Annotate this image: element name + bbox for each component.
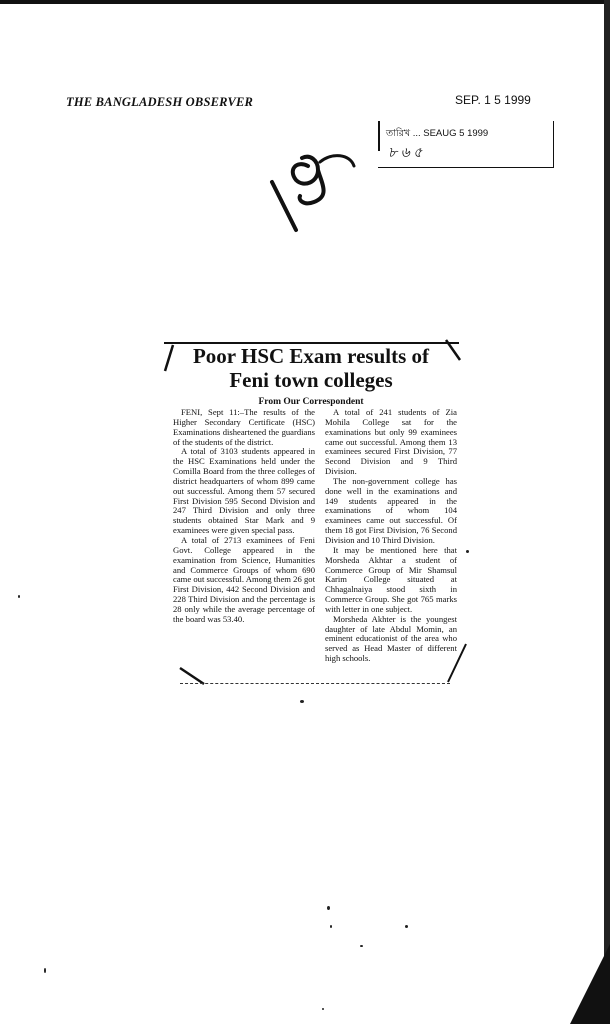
archive-stamp bbox=[378, 121, 554, 168]
article-paragraph: FENI, Sept 11:–The results of the Higher Secondary Certificate (HSC) Examinations disheartened the guardians of the students of the district. bbox=[173, 407, 315, 447]
article-paragraph: A total of 241 students of Zia Mohila College sat for the examinations but only 99 examinees came out successful. Among them 13 examinees secured First Division, 77 Second Division and 9 Third Division. bbox=[325, 407, 457, 477]
scan-corner-shadow bbox=[570, 944, 610, 1024]
scan-speck bbox=[330, 925, 332, 928]
headline-line-2: Feni town colleges bbox=[229, 368, 393, 392]
article-paragraph: A total of 2713 examinees of Feni Govt. College appeared in the examination from Science, Humanities and Commerce Groups of whom 690 came out successful. Among them 26 got First Division, 442 Second Division and 228 Third Division and the percentage is 28 only while the average percentage of the board was 53.40. bbox=[173, 534, 315, 624]
article-headline bbox=[166, 344, 456, 392]
article-byline: From Our Correspondent bbox=[258, 397, 364, 407]
scan-right-edge bbox=[604, 0, 610, 1024]
scan-speck bbox=[44, 968, 46, 973]
newspaper-masthead: THE BANGLADESH OBSERVER bbox=[66, 95, 254, 109]
scan-speck bbox=[360, 945, 363, 947]
article-column-right bbox=[325, 408, 457, 664]
article-paragraph: The non-government college has done well in the examinations and 149 students appeared in the examinations of whom 104 examinees came out successful. Of them 18 got First Division, 76 Second Division and 10 Third Division. bbox=[325, 475, 457, 545]
scan-speck bbox=[18, 595, 20, 598]
article-column-left bbox=[173, 408, 315, 625]
clipping-bracket-bottom-right bbox=[440, 640, 470, 685]
clipping-bottom-rule bbox=[180, 683, 450, 685]
scan-speck bbox=[405, 925, 408, 928]
handwritten-number bbox=[258, 140, 368, 235]
scan-speck bbox=[466, 550, 469, 553]
scan-speck bbox=[322, 1008, 324, 1010]
scan-top-edge bbox=[0, 0, 610, 4]
stamp-handwritten-line: ৮ ৬ ৫ bbox=[388, 146, 423, 161]
print-date: SEP. 1 5 1999 bbox=[455, 93, 531, 107]
scan-speck bbox=[327, 906, 330, 910]
article-paragraph: It may be mentioned here that Morsheda Akhtar a student of Commerce Group of Mir Shamsul Karim College situated at Chhagalnaiya stood sixth in Commerce Group. She got 765 marks with letter in one subject. bbox=[325, 544, 457, 614]
scan-speck bbox=[300, 700, 304, 703]
article-paragraph: A total of 3103 students appeared in the HSC Examinations held under the Comilla Board from the three colleges of district headquarters of whom 899 came out successful. Among them 57 secured First Division 595 Second Division and 247 Third Division and only three students obtained Star Mark and 9 examinees were given special pass. bbox=[173, 446, 315, 536]
article-paragraph: Morsheda Akhter is the youngest daughter of late Abdul Momin, an eminent educationist of the area who served as Head Master of different high schools. bbox=[325, 613, 457, 664]
headline-line-1: Poor HSC Exam results of bbox=[192, 344, 430, 368]
stamp-date-line: তারিখ ... SEAUG 5 1999 bbox=[386, 128, 489, 139]
